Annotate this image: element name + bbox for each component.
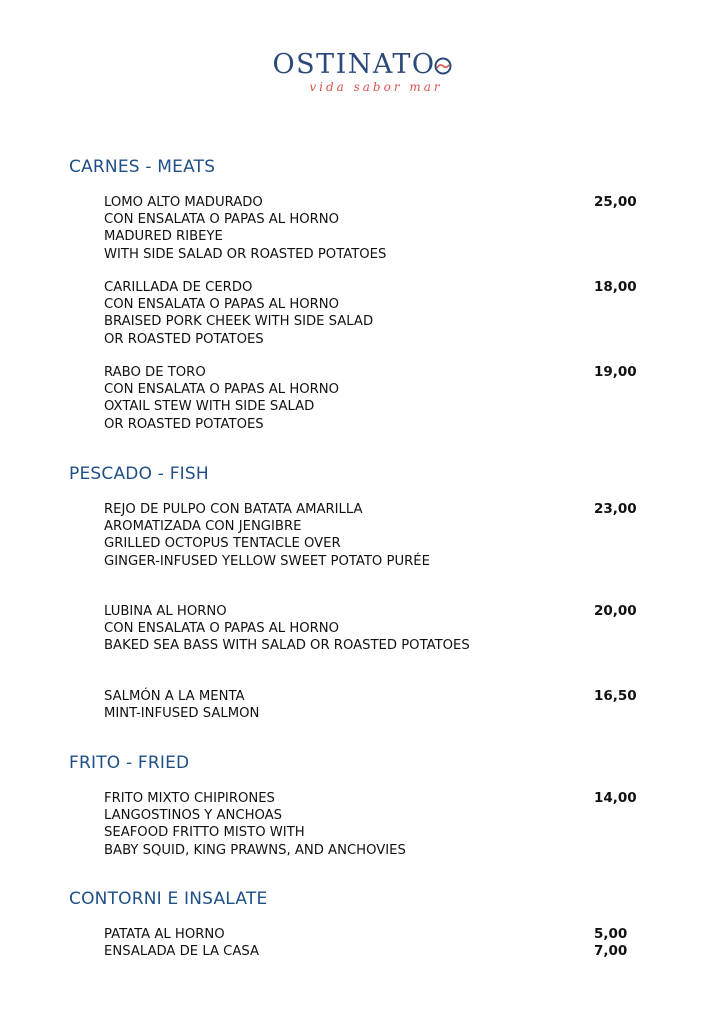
- item-line: OR ROASTED POTATOES: [104, 416, 264, 432]
- item-line: LUBINA AL HORNO: [104, 604, 227, 619]
- item-line: CON ENSALATA O PAPAS AL HORNO: [104, 212, 340, 228]
- item-price: 20,00: [594, 603, 637, 619]
- section-title: CONTORNI E INSALATE: [69, 889, 268, 909]
- item-line: SALMÓN A LA MENTA: [104, 689, 245, 704]
- item-line: OR ROASTED POTATOES: [104, 331, 264, 347]
- section-title: CARNES - MEATS: [69, 157, 216, 177]
- item-line: LOMO ALTO MADURADO: [104, 195, 263, 210]
- item-line: GRILLED OCTOPUS TENTACLE OVER: [104, 536, 341, 552]
- item-line: FRITO MIXTO CHIPIRONES: [104, 791, 275, 806]
- section-title: FRITO - FRIED: [69, 753, 190, 773]
- logo-name: OSTINATO: [272, 49, 436, 80]
- item-line: MADURED RIBEYE: [104, 229, 223, 245]
- item-line: BRAISED PORK CHEEK WITH SIDE SALAD: [104, 314, 374, 330]
- item-line: GINGER-INFUSED YELLOW SWEET POTATO PURÉE: [104, 553, 430, 569]
- item-line: PATATA AL HORNO: [104, 927, 225, 942]
- item-price: 18,00: [594, 279, 637, 295]
- item-line: CON ENSALATA O PAPAS AL HORNO: [104, 297, 340, 313]
- item-line: OXTAIL STEW WITH SIDE SALAD: [104, 399, 315, 415]
- item-line: LANGOSTINOS Y ANCHOAS: [104, 808, 283, 824]
- item-line: MINT-INFUSED SALMON: [104, 706, 260, 722]
- item-line: CON ENSALATA O PAPAS AL HORNO: [104, 382, 340, 398]
- section-title: PESCADO - FISH: [69, 464, 209, 484]
- item-price: 14,00: [594, 790, 637, 806]
- item-price: 16,50: [594, 688, 637, 704]
- item-price: 23,00: [594, 501, 637, 517]
- item-price: 7,00: [594, 943, 628, 959]
- item-line: ENSALADA DE LA CASA: [104, 944, 260, 959]
- item-price: 19,00: [594, 364, 637, 380]
- wave-icon: [434, 55, 452, 77]
- item-line: BABY SQUID, KING PRAWNS, AND ANCHOVIES: [104, 842, 406, 858]
- logo-tagline: vida sabor mar: [309, 80, 443, 94]
- item-line: AROMATIZADA CON JENGIBRE: [104, 519, 302, 535]
- item-line: REJO DE PULPO CON BATATA AMARILLA: [104, 502, 363, 517]
- item-line: CARILLADA DE CERDO: [104, 280, 253, 295]
- item-line: RABO DE TORO: [104, 365, 206, 380]
- logo: [0, 50, 724, 94]
- item-line: CON ENSALATA O PAPAS AL HORNO: [104, 621, 340, 637]
- item-line: SEAFOOD FRITTO MISTO WITH: [104, 825, 305, 841]
- item-price: 5,00: [594, 926, 628, 942]
- item-line: WITH SIDE SALAD OR ROASTED POTATOES: [104, 246, 387, 262]
- item-line: BAKED SEA BASS WITH SALAD OR ROASTED POTATOES: [104, 638, 470, 654]
- item-price: 25,00: [594, 194, 637, 210]
